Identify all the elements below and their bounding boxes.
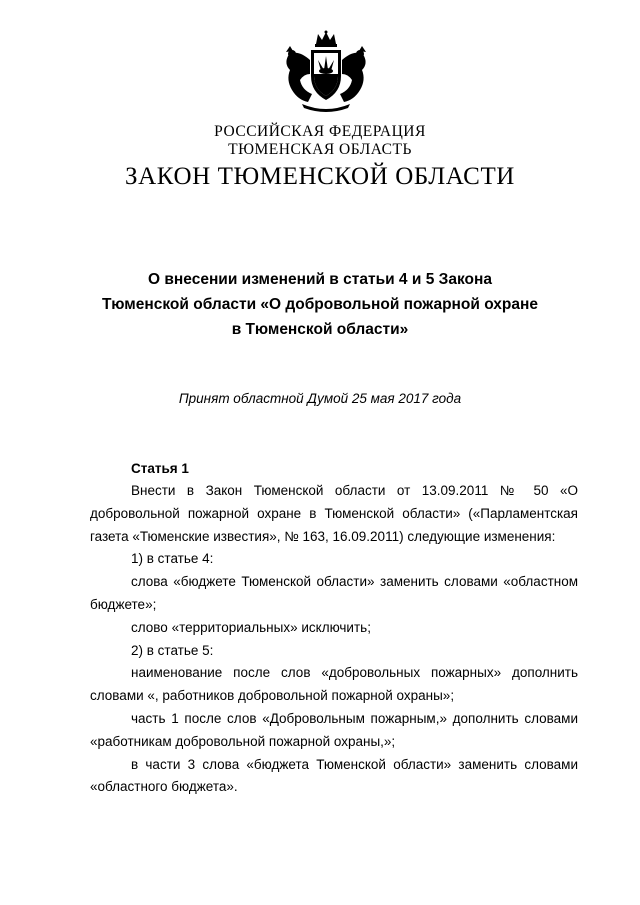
title-line: Тюменской области «О добровольной пожарной охране bbox=[102, 296, 538, 313]
paragraph: Внести в Закон Тюменской области от 13.09.2011 № 50 «О добровольной пожарной охране в Тюменской области» («Парламентская газета «Тюменские известия», № 163, 16.09.2011) следующие изменения: bbox=[90, 483, 578, 544]
document-title bbox=[0, 267, 640, 342]
paragraph: слово «территориальных» исключить; bbox=[131, 619, 371, 635]
paragraph: слова «бюджете Тюменской области» заменить словами «областном бюджете»; bbox=[90, 574, 578, 612]
coat-of-arms-icon bbox=[278, 30, 374, 114]
paragraph: 1) в статье 4: bbox=[131, 551, 214, 567]
article-body bbox=[90, 480, 578, 799]
paragraph: наименование после слов «добровольных пожарных» дополнить словами «, работников добровольной пожарной охраны»; bbox=[90, 665, 578, 704]
paragraph: 2) в статье 5: bbox=[131, 642, 214, 658]
oblast-heading: ТЮМЕНСКАЯ ОБЛАСТЬ bbox=[228, 141, 412, 158]
federation-heading: РОССИЙСКАЯ ФЕДЕРАЦИЯ bbox=[214, 123, 426, 140]
law-heading: ЗАКОН ТЮМЕНСКОЙ ОБЛАСТИ bbox=[125, 163, 515, 190]
title-line: О внесении изменений в статьи 4 и 5 Закона bbox=[148, 271, 492, 288]
paragraph: часть 1 после слов «Добровольным пожарным,» дополнить словами «работникам добровольной пожарной охраны,»; bbox=[90, 710, 578, 749]
adoption-note: Принят областной Думой 25 мая 2017 года bbox=[178, 391, 462, 406]
title-line: в Тюменской области» bbox=[231, 321, 409, 338]
paragraph: в части 3 слова «бюджета Тюменской области» заменить словами «областного бюджета». bbox=[90, 756, 578, 795]
article-heading: Статья 1 bbox=[131, 461, 189, 476]
